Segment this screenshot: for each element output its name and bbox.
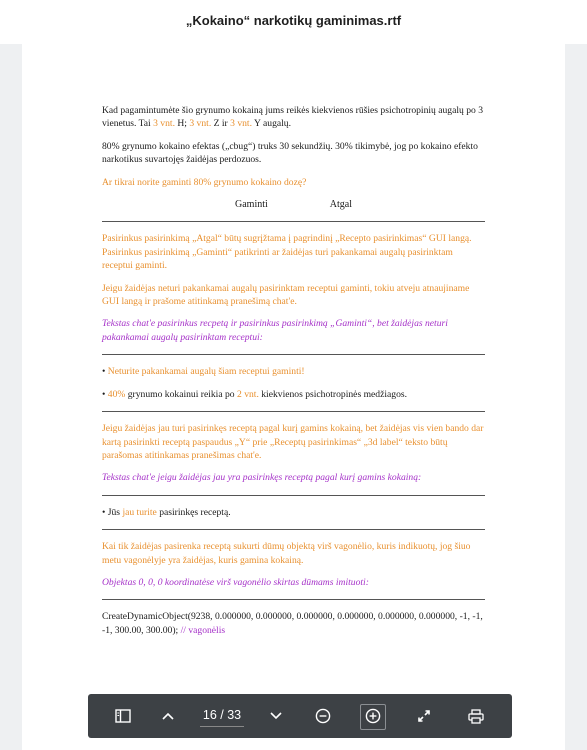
document-content	[102, 104, 485, 646]
paragraph-chat-text-heading: Tekstas chat'e pasirinkus recpetą ir pasirinkus pasirinkimą „Gaminti“, bet žaidėjas neturi pakankamai augalų pasirinktam receptui:	[102, 318, 448, 343]
divider	[102, 529, 485, 530]
previous-page-button[interactable]	[156, 694, 180, 738]
viewer-toolbar	[88, 694, 512, 738]
dialog-buttons	[102, 198, 485, 211]
paragraph-smoke-object: Kai tik žaidėjas pasirenka receptą sukurti dūmų objektą virš vagonėlio, kuris indikuotų, jog šiuo metu vagonėlyje yra žaidėjas, kuris gamina kokainą.	[102, 541, 471, 566]
paragraph-effect: 80% grynumo kokaino efektas („cbug“) truks 30 sekundžių. 30% tikimybė, jog po kokaino efekto narkotikus suvartojęs žaidėjas perdozuos.	[102, 140, 478, 166]
zoom-out-icon	[315, 708, 331, 724]
paragraph-requirements: Kad pagamintumėte šio grynumo kokainą jums reikės kiekvienos rūšies psichotropinių augalų po 3 vienetus. Tai 3 vnt. H; 3 vnt. Z ir 3 vnt. Y augalų.	[102, 105, 484, 130]
highlight-amount: 3 vnt.	[153, 118, 175, 130]
paragraph-object-heading: Objektas 0, 0, 0 koordinatėse virš vagonėlio skirtas dūmams imituoti:	[102, 576, 369, 588]
back-button: Atgal	[329, 199, 352, 211]
divider	[102, 354, 485, 355]
zoom-in-icon	[365, 708, 381, 724]
highlight-amount: 3 vnt.	[230, 118, 252, 130]
sidebar-toggle-button[interactable]	[110, 694, 136, 738]
paragraph-not-enough-plants: Jeigu žaidėjas neturi pakankamai augalų pasirinktam receptui gaminti, tokiu atveju atnaujiname GUI langą ir prašome atitinkamą pranešimą chat'e.	[102, 282, 470, 308]
highlight-amount: 3 vnt.	[189, 118, 212, 130]
paragraph-choice-description: Pasirinkus pasirinkimą „Atgal“ būtų sugrįžtama į pagrindinį „Recepto pasirinkimas“ GUI langą. Pasirinkus pasirinkimą „Gaminti“ patikrinti ar žaidėjas turi pakankamai augalų pasirinktam receptui gaminti.	[102, 233, 472, 272]
sidebar-icon	[115, 709, 131, 723]
title-bar	[0, 0, 587, 44]
chat-message-bullet: • Jūs jau turite pasirinkęs receptą.	[102, 506, 231, 518]
paragraph-already-selected: Jeigu žaidėjas jau turi pasirinkęs receptą pagal kurį gamins kokainą, bet žaidėjas vis vien bando dar kartą pasirinkti receptą paspaudus „Y“ prie „Receptų pasirinkimas“ „3d label“ teksto būtų parašomas atitinkamas pranešimas chat'e.	[102, 423, 484, 461]
document-title: „Kokaino“ narkotikų gaminimas.rtf	[185, 13, 402, 28]
fullscreen-icon	[417, 709, 431, 723]
divider	[102, 221, 485, 222]
next-page-button[interactable]	[264, 694, 288, 738]
make-button: Gaminti	[235, 199, 268, 211]
page-number-indicator[interactable]: 16 / 33	[200, 708, 244, 727]
zoom-in-button[interactable]	[360, 694, 386, 738]
chat-message-bullet: • 40% grynumo kokainui reikia po 2 vnt. kiekvienos psichotropinės medžiagos.	[102, 388, 408, 400]
divider	[102, 495, 485, 496]
zoom-out-button[interactable]	[310, 694, 336, 738]
document-page	[22, 44, 565, 750]
code-line: CreateDynamicObject(9238, 0.000000, 0.000000, 0.000000, 0.000000, 0.000000, 0.000000, -1, -1, -1, 300.00, 300.00); // vagonėlis	[102, 611, 483, 636]
paragraph-chat-text-heading-2: Tekstas chat'e jeigu žaidėjas jau yra pasirinkęs receptą pagal kurį gamins kokainą:	[102, 472, 422, 484]
dialog-question: Ar tikrai norite gaminti 80% grynumo kokaino dozę?	[102, 176, 307, 188]
print-button[interactable]	[463, 694, 489, 738]
chat-message-bullet: • Neturite pakankamai augalų šiam receptui gaminti!	[102, 366, 305, 378]
code-comment: // vagonėlis	[180, 624, 226, 636]
print-icon	[468, 709, 484, 724]
chevron-down-icon	[270, 712, 282, 720]
divider	[102, 599, 485, 600]
chevron-up-icon	[162, 712, 174, 720]
fullscreen-button[interactable]	[411, 694, 437, 738]
divider	[102, 411, 485, 412]
